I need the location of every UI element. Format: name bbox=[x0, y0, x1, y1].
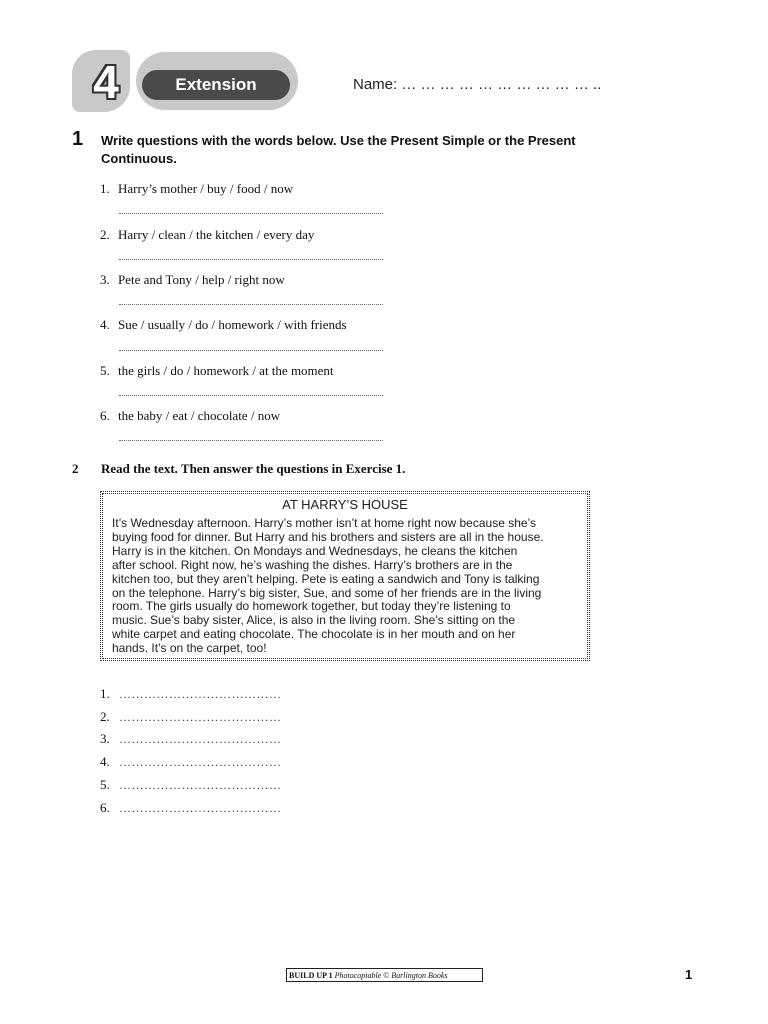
item-prompt: the girls / do / homework / at the moment bbox=[118, 363, 334, 378]
exercise-2-instruction: Read the text. Then answer the questions in Exercise 1. bbox=[101, 461, 406, 476]
reading-line: It’s Wednesday afternoon. Harry’s mother isn’t at home right now because she’s bbox=[112, 516, 537, 530]
answer-line[interactable] bbox=[119, 213, 383, 214]
footer-publisher: Burlington Books bbox=[391, 971, 448, 980]
section-label: Extension bbox=[142, 70, 290, 100]
item-prompt: the baby / eat / chocolate / now bbox=[118, 408, 281, 423]
exercise-1-item bbox=[100, 363, 334, 379]
unit-badge bbox=[72, 50, 302, 112]
answer-line[interactable] bbox=[119, 350, 383, 351]
footer-brand: BUILD UP 1 bbox=[289, 971, 333, 980]
footer-photocopiable: Photocopiable bbox=[334, 971, 382, 980]
answer-number: 3. bbox=[100, 731, 110, 746]
answer-blank[interactable]: ………………………………… bbox=[119, 687, 282, 701]
reading-line: white carpet and eating chocolate. The chocolate is in her mouth and on her bbox=[112, 627, 516, 642]
answer-blank[interactable]: ………………………………… bbox=[119, 755, 282, 769]
answer-number: 4. bbox=[100, 754, 110, 769]
item-prompt: Harry’s mother / buy / food / now bbox=[118, 181, 294, 196]
item-prompt: Harry / clean / the kitchen / every day bbox=[118, 227, 315, 242]
footer-copyright: © bbox=[383, 971, 390, 980]
answer-line[interactable] bbox=[119, 395, 383, 396]
answer-blank[interactable]: ………………………………… bbox=[119, 710, 282, 724]
exercise-1-number: 1 bbox=[72, 128, 84, 150]
reading-line: kitchen too, but they aren’t helping. Pete is eating a sandwich and Tony is talking bbox=[112, 571, 540, 586]
reading-title: AT HARRY’S HOUSE bbox=[282, 497, 408, 512]
exercise-1-item bbox=[100, 181, 293, 197]
exercise-2-number: 2 bbox=[72, 461, 79, 476]
footer-credit bbox=[286, 968, 483, 982]
item-number: 5. bbox=[100, 363, 110, 378]
reading-body bbox=[112, 517, 582, 656]
answer-line[interactable] bbox=[119, 259, 383, 260]
exercise-1-instruction: Write questions with the words below. Use the Present Simple or the Present Continuous. bbox=[101, 133, 576, 166]
answer-item[interactable] bbox=[100, 731, 282, 747]
exercise-1-item bbox=[100, 272, 285, 288]
reading-line: on the telephone. Harry’s big sister, Sue, and some of her friends are in the living bbox=[112, 585, 542, 600]
answer-item[interactable] bbox=[100, 686, 282, 702]
item-prompt: Pete and Tony / help / right now bbox=[118, 272, 285, 287]
item-number: 1. bbox=[100, 181, 110, 196]
answer-number: 2. bbox=[100, 709, 110, 724]
answer-blank[interactable]: ………………………………… bbox=[119, 801, 282, 815]
reading-line: hands. It’s on the carpet, too! bbox=[112, 641, 267, 656]
answer-item[interactable] bbox=[100, 777, 282, 793]
exercise-1-item bbox=[100, 317, 347, 333]
answer-blank[interactable]: ………………………………… bbox=[119, 778, 282, 792]
answer-item[interactable] bbox=[100, 800, 282, 816]
reading-line: room. The girls usually do homework together, but today they’re listening to bbox=[112, 599, 511, 614]
item-prompt: Sue / usually / do / homework / with friends bbox=[118, 317, 347, 332]
page-number: 1 bbox=[685, 967, 693, 982]
answer-line[interactable] bbox=[119, 304, 383, 305]
answer-blank[interactable]: ………………………………… bbox=[119, 732, 282, 746]
reading-line: Harry is in the kitchen. On Mondays and Wednesdays, he cleans the kitchen bbox=[112, 543, 518, 558]
item-number: 4. bbox=[100, 317, 110, 332]
answer-number: 6. bbox=[100, 800, 110, 815]
exercise-1-item bbox=[100, 408, 280, 424]
reading-text-box bbox=[100, 491, 590, 661]
name-field-label: Name: … … … … … … … … … … .. bbox=[353, 76, 602, 93]
item-number: 2. bbox=[100, 227, 110, 242]
item-number: 6. bbox=[100, 408, 110, 423]
answer-number: 1. bbox=[100, 686, 110, 701]
reading-line: buying food for dinner. But Harry and his brothers and sisters are all in the house. bbox=[112, 529, 544, 544]
answer-item[interactable] bbox=[100, 709, 282, 725]
answer-line[interactable] bbox=[119, 440, 383, 441]
reading-line: after school. Right now, he’s washing the dishes. Harry’s brothers are in the bbox=[112, 557, 513, 572]
answer-number: 5. bbox=[100, 777, 110, 792]
answer-item[interactable] bbox=[100, 754, 282, 770]
exercise-1-item bbox=[100, 227, 314, 243]
reading-line: music. Sue’s baby sister, Alice, is also in the living room. She’s sitting on the bbox=[112, 613, 516, 628]
unit-number: 4 bbox=[93, 56, 119, 108]
item-number: 3. bbox=[100, 272, 110, 287]
